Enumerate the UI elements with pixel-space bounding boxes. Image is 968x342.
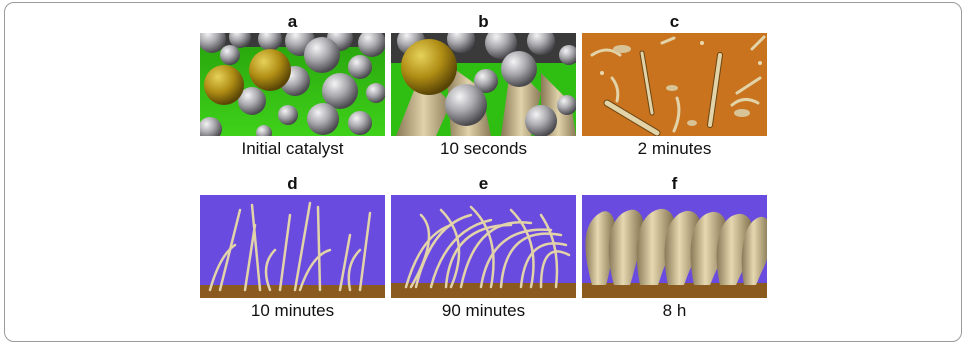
sparse-nanotube-forest-illustration <box>200 195 385 298</box>
panel-caption: 10 minutes <box>250 301 335 320</box>
panel-image-2-minutes <box>582 33 767 136</box>
panel-caption: 10 seconds <box>440 139 527 158</box>
panel-caption: 2 minutes <box>637 139 712 158</box>
panel-letter: b <box>478 12 489 31</box>
panel-caption: 90 minutes <box>441 301 526 320</box>
panel-image-8-h <box>582 195 767 298</box>
bulb-structures-illustration <box>582 195 767 298</box>
catalyst-spheres-illustration <box>200 33 385 136</box>
short-nanotubes-illustration <box>582 33 767 136</box>
panel-image-10-seconds <box>391 33 576 136</box>
panel-letter: d <box>287 174 298 193</box>
panel-letter: a <box>287 12 298 31</box>
panel-letter: e <box>478 174 489 193</box>
panel-caption: 8 h <box>662 301 687 320</box>
panel-letter: c <box>669 12 680 31</box>
panel-letter: f <box>671 174 678 193</box>
panel-image-90-minutes <box>391 195 576 298</box>
early-growth-illustration <box>391 33 576 136</box>
panel-caption: Initial catalyst <box>241 139 344 158</box>
dense-nanotube-forest-illustration <box>391 195 576 298</box>
panel-image-initial-catalyst <box>200 33 385 136</box>
panel-image-10-minutes <box>200 195 385 298</box>
